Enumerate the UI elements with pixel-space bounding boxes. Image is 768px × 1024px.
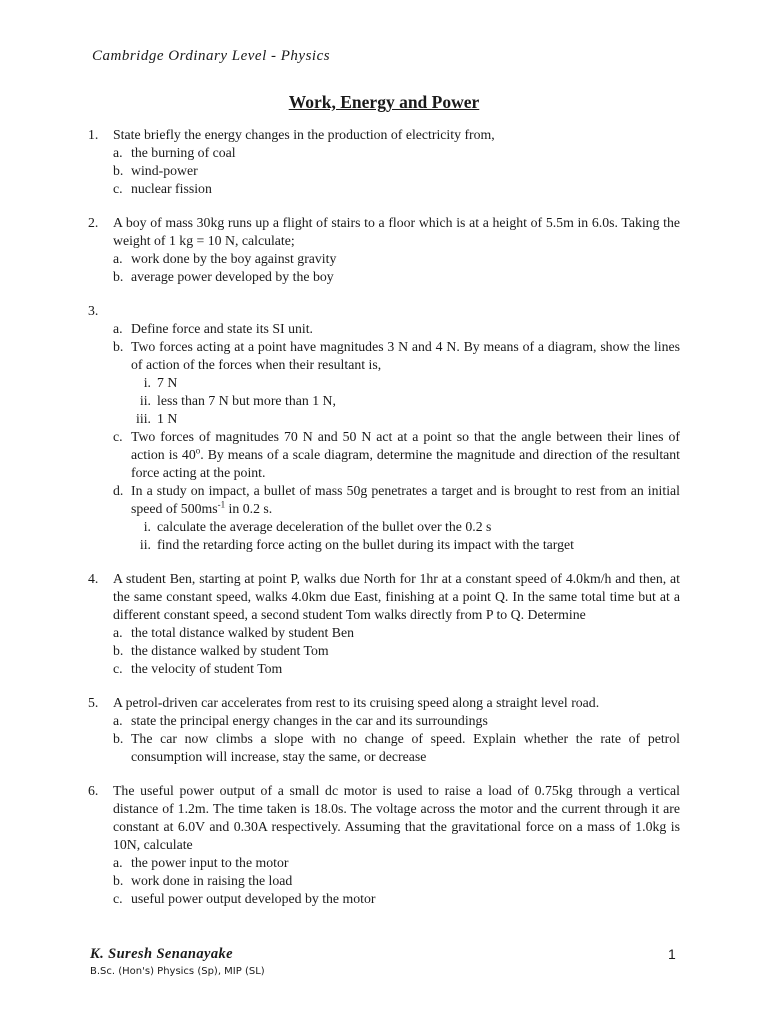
- question-part: [113, 624, 680, 642]
- question-part: [113, 144, 680, 162]
- question-part: [113, 854, 680, 872]
- question-part: [113, 730, 680, 766]
- question-part: [113, 180, 680, 198]
- subpart-text: find the retarding force acting on the bullet during its impact with the target: [157, 537, 574, 552]
- subpart-text: 7 N: [157, 375, 178, 390]
- subpart-label: i.: [143, 375, 151, 390]
- part-text: average power developed by the boy: [131, 269, 334, 284]
- part-text-before: Two forces of magnitudes 70 N and 50 N act at a point so that the angle between their lines of action is 40: [131, 429, 680, 462]
- question-subpart: [139, 392, 680, 410]
- subpart-text: less than 7 N but more than 1 N,: [157, 393, 336, 408]
- question-stem: [113, 302, 680, 320]
- part-label: b.: [113, 269, 124, 284]
- part-label: c.: [113, 661, 123, 676]
- part-text: useful power output developed by the motor: [131, 891, 376, 906]
- part-text: the power input to the motor: [131, 855, 289, 870]
- part-label: b.: [113, 873, 124, 888]
- question-part: [113, 162, 680, 180]
- question-part: [113, 250, 680, 268]
- part-text: the distance walked by student Tom: [131, 643, 329, 658]
- part-label: a.: [113, 713, 123, 728]
- part-label: d.: [113, 483, 124, 498]
- question-part: [113, 482, 680, 554]
- part-text: the velocity of student Tom: [131, 661, 283, 676]
- part-text: Define force and state its SI unit.: [131, 321, 313, 336]
- question-number: 6.: [88, 783, 99, 798]
- part-text: the total distance walked by student Ben: [131, 625, 354, 640]
- question-5: [88, 694, 680, 766]
- question-part: [113, 872, 680, 890]
- part-text-after: in 0.2 s.: [225, 501, 273, 516]
- page-title: Work, Energy and Power: [288, 92, 480, 112]
- question-stem: A student Ben, starting at point P, walks due North for 1hr at a constant speed of 4.0km/h and then, at the same constant speed, walks 4.0km due East, finishing at a point Q. In the same total time but at a different constant speed, a second student Tom walks directly from P to Q. Determine: [113, 571, 680, 622]
- subpart-text: calculate the average deceleration of the bullet over the 0.2 s: [157, 519, 492, 534]
- question-number: 1.: [88, 127, 99, 142]
- part-text: work done in raising the load: [131, 873, 293, 888]
- question-part: [113, 642, 680, 660]
- part-label: b.: [113, 163, 124, 178]
- part-label: a.: [113, 855, 123, 870]
- page-number: 1: [668, 946, 676, 962]
- question-part: [113, 660, 680, 678]
- question-number: 4.: [88, 571, 99, 586]
- part-label: a.: [113, 145, 123, 160]
- part-text: nuclear fission: [131, 181, 212, 196]
- footer-credentials: B.Sc. (Hon's) Physics (Sp), MIP (SL): [90, 966, 265, 977]
- question-number: 3.: [88, 303, 99, 318]
- part-label: c.: [113, 181, 123, 196]
- part-text: Two forces acting at a point have magnitudes 3 N and 4 N. By means of a diagram, show the lines of action of the forces when their resultant is,: [131, 339, 680, 372]
- question-4: [88, 570, 680, 678]
- part-text-before: In a study on impact, a bullet of mass 50g penetrates a target and is brought to rest from an initial speed of 500ms: [131, 483, 680, 516]
- part-text: the burning of coal: [131, 145, 236, 160]
- question-subpart: [139, 518, 680, 536]
- question-subpart: [136, 410, 680, 428]
- question-subpart: [139, 374, 680, 392]
- subpart-text: 1 N: [157, 411, 178, 426]
- question-number: 5.: [88, 695, 99, 710]
- question-1: [88, 126, 680, 198]
- question-part: [113, 890, 680, 908]
- part-label: a.: [113, 251, 123, 266]
- part-text-after: . By means of a scale diagram, determine the magnitude and direction of the resultant force acting at the point.: [131, 447, 681, 480]
- part-label: b.: [113, 339, 124, 354]
- part-text: state the principal energy changes in the car and its surroundings: [131, 713, 488, 728]
- question-stem: A petrol-driven car accelerates from rest to its cruising speed along a straight level road.: [113, 695, 600, 710]
- question-stem: The useful power output of a small dc motor is used to raise a load of 0.75kg through a vertical distance of 1.2m. The time taken is 18.0s. The voltage across the motor and the current through it are constant at 6.0V and 0.30A respectively. Assuming that the gravitational force on a mass of 1.0kg is 10N, calculate: [113, 783, 680, 852]
- question-3: [88, 302, 680, 554]
- part-text: wind-power: [131, 163, 198, 178]
- question-part: [113, 268, 680, 286]
- subpart-label: i.: [143, 519, 151, 534]
- subpart-label: ii.: [139, 537, 151, 552]
- part-label: c.: [113, 891, 123, 906]
- part-label: b.: [113, 731, 124, 746]
- question-part: [113, 338, 680, 428]
- part-label: a.: [113, 625, 123, 640]
- question-stem: A boy of mass 30kg runs up a flight of stairs to a floor which is at a height of 5.5m in 6.0s. Taking the weight of 1 kg = 10 N, calculate;: [113, 215, 680, 248]
- question-subpart: [139, 536, 680, 554]
- question-part: [113, 320, 680, 338]
- part-label: c.: [113, 429, 123, 444]
- subpart-label: ii.: [139, 393, 151, 408]
- part-text: work done by the boy against gravity: [131, 251, 337, 266]
- part-label: b.: [113, 643, 124, 658]
- footer-author: K. Suresh Senanayake: [90, 946, 233, 962]
- degree-superscript: o: [195, 445, 201, 456]
- question-6: [88, 782, 680, 908]
- question-2: [88, 214, 680, 286]
- part-label: a.: [113, 321, 123, 336]
- part-text: The car now climbs a slope with no change of speed. Explain whether the rate of petrol consumption will increase, stay the same, or decrease: [131, 731, 680, 764]
- unit-superscript: -1: [217, 499, 226, 510]
- subpart-label: iii.: [136, 411, 151, 426]
- question-part: [113, 712, 680, 730]
- question-list: [88, 126, 680, 924]
- question-number: 2.: [88, 215, 99, 230]
- question-part: [113, 428, 680, 482]
- question-stem: State briefly the energy changes in the production of electricity from,: [113, 127, 495, 142]
- running-header: Cambridge Ordinary Level - Physics: [92, 48, 331, 64]
